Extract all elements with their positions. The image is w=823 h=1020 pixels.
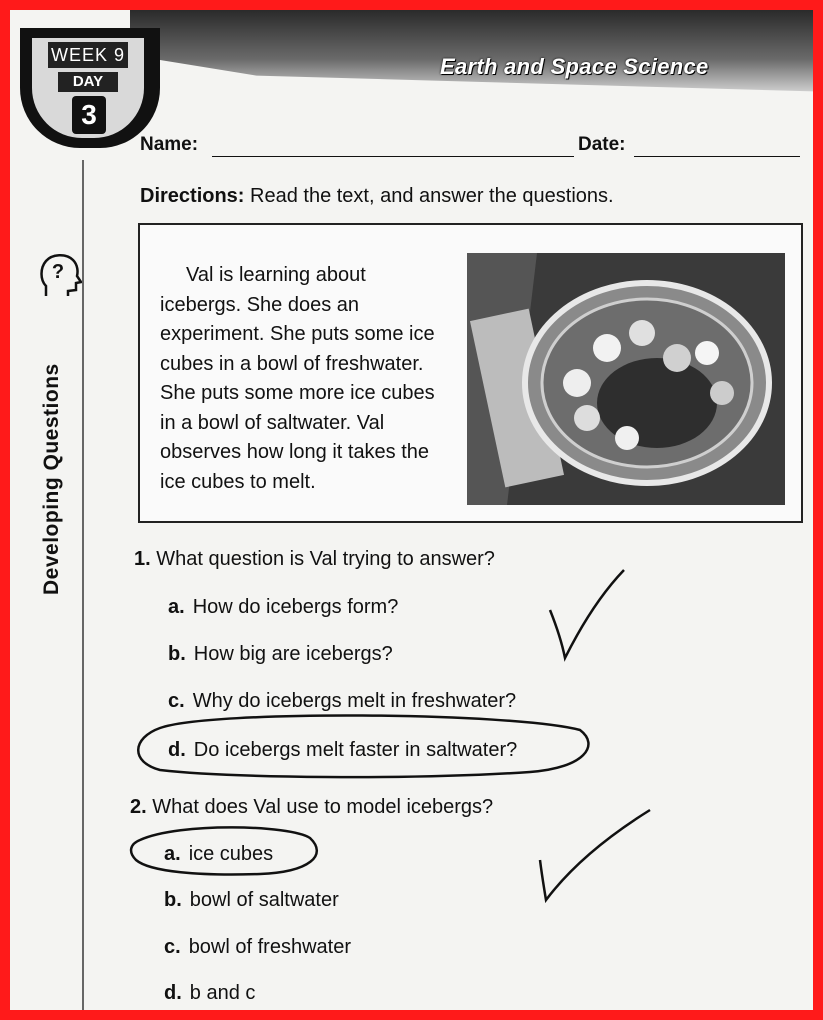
day-label: DAY	[58, 72, 118, 92]
question-text: What does Val use to model icebergs?	[152, 796, 494, 818]
directions-label: Directions:	[140, 185, 245, 207]
passage-line: cubes in a bowl of freshwater.	[160, 352, 424, 375]
passage-line: in a bowl of saltwater. Val	[160, 411, 385, 434]
passage-line: She puts some more ice cubes	[160, 382, 435, 404]
day-number: 3	[72, 96, 106, 134]
q2-option-b[interactable]: b. bowl of saltwater	[164, 889, 339, 911]
q1-option-c[interactable]: c. Why do icebergs melt in freshwater?	[168, 690, 517, 712]
q1-option-d[interactable]: d. Do icebergs melt faster in saltwater?	[168, 739, 518, 761]
passage-line: icebergs. She does an	[160, 293, 360, 316]
checkmark-icon	[550, 570, 624, 658]
passage-line: observes how long it takes the	[160, 441, 430, 463]
q2-option-d[interactable]: d. b and c	[164, 982, 256, 1004]
q1-option-b[interactable]: b. How big are icebergs?	[168, 643, 393, 665]
directions-text: Read the text, and answer the questions.	[244, 185, 614, 207]
checkmark-icon	[540, 810, 650, 900]
passage-line: ice cubes to melt.	[160, 470, 316, 493]
date-label: Date:	[578, 134, 626, 155]
q2-option-a[interactable]: a. ice cubes	[164, 843, 274, 865]
handwritten-marks	[10, 10, 813, 1010]
passage-line: experiment. She puts some ice	[160, 323, 435, 345]
question-number: 1.	[134, 548, 151, 570]
week-label: WEEK 9	[48, 42, 128, 68]
sidebar-label: Developing Questions	[40, 363, 63, 595]
name-label: Name:	[140, 134, 199, 155]
question-number: 2.	[130, 796, 147, 818]
question-text: What question is Val trying to answer?	[156, 548, 495, 570]
answer-circle-q2	[131, 827, 317, 874]
q2-option-c[interactable]: c. bowl of freshwater	[164, 936, 351, 958]
q1-option-a[interactable]: a. How do icebergs form?	[168, 596, 399, 618]
subject-title: Earth and Space Science	[440, 54, 709, 79]
svg-text:?: ?	[51, 261, 65, 283]
answer-circle-q1	[138, 715, 588, 777]
passage-line: Val is learning about	[186, 264, 366, 286]
